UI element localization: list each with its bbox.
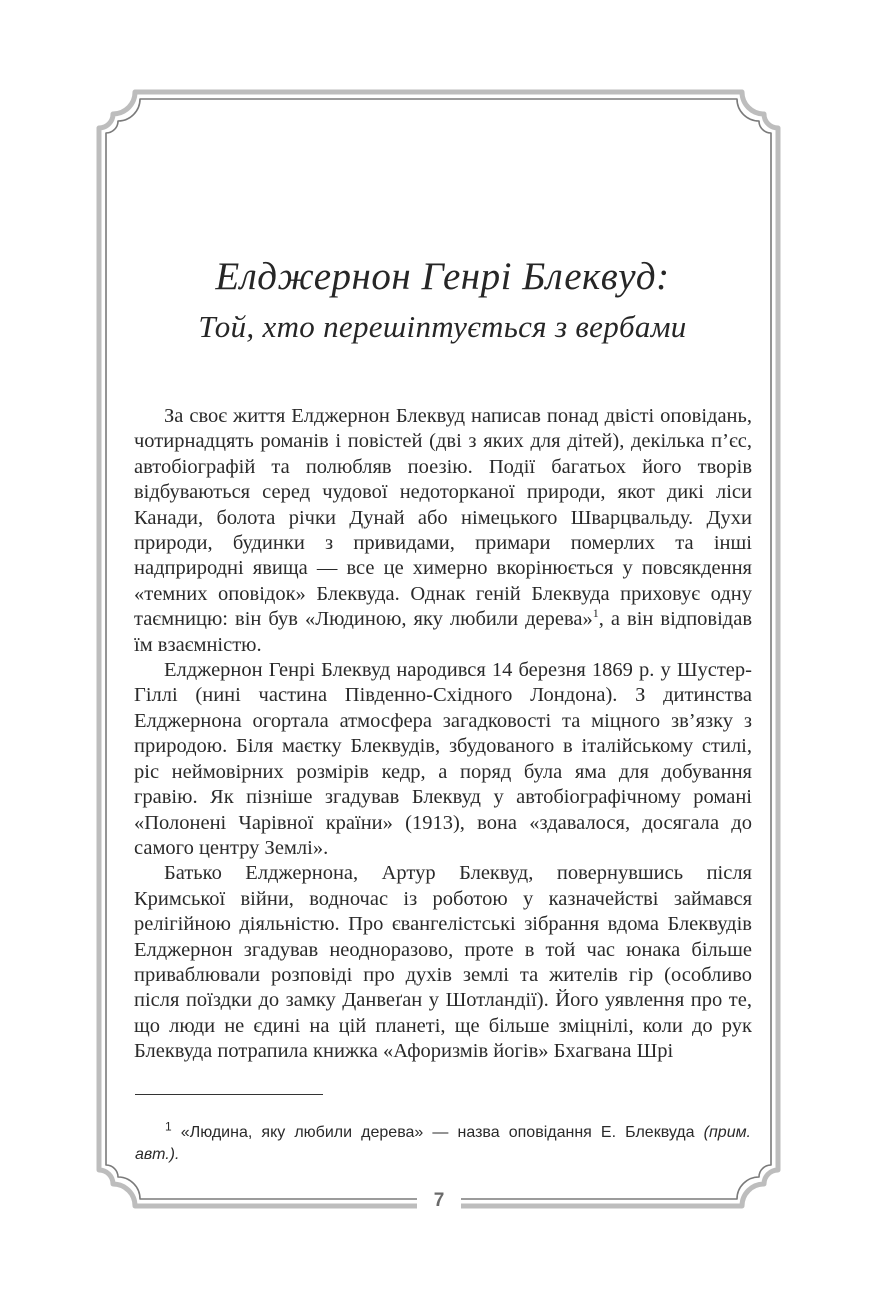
footnote-reference: 1 [592, 606, 599, 621]
footnote-mark: 1 [165, 1119, 172, 1134]
footnote-note: (прим. авт.). [135, 1124, 751, 1163]
footnote-text: «Людина, яку любили дерева» — назва оповідання Е. Блеквуда [180, 1124, 695, 1141]
footnote [135, 1119, 751, 1166]
chapter-title-line-1: Елджернон Генрі Блеквуд: [215, 255, 670, 298]
page-number: 7 [417, 1190, 461, 1212]
paragraph-1 [134, 404, 752, 658]
paragraph-3: Батько Елджернона, Артур Блеквуд, повернувшись після Кримської війни, водночас із роботою у казначействі займався релігійною діяльністю. Про євангелістські зібрання вдома Блеквудів Елджернон згадував неодноразово, проте в той час юнака більше приваблювали розповіді про духів землі та жителів гір (особливо після поїздки до замку Данвеґан у Шотландії). Його уявлення про те, що люди не єдині на цій планеті, ще більше зміцнілі, коли до рук Блеквуда потрапила книжка «Афоризмів йогів» Бхагвана Шрі [134, 862, 752, 1063]
paragraph-1-end: , а він відповідав їм взаємністю. [134, 608, 753, 656]
chapter-title-line-2: Той, хто перешіптується з вербами [198, 309, 687, 344]
paragraph-1-text: За своє життя Елджернон Блеквуд написав понад двісті оповідань, чотирнадцять романів і повістей (дві з яких для дітей), декілька п’єс, автобіографій та полюбляв поезію. Події багатьох його творів відбуваються серед чудової недоторканої природи, якот дикі ліси Канади, болота річки Дунай або німецького Шварцвальду. Духи природи, будинки з привидами, примари померлих та інші надприродні явища — все це химерно вкорінюється у повсякдення «темних оповідок» Блеквуда. Однак геній Блеквуда приховує одну таємницю: він був «Людиною, яку любили дерева» [134, 405, 752, 631]
chapter-title [140, 252, 745, 352]
paragraph-2: Елджернон Генрі Блеквуд народився 14 березня 1869 р. у Шустер-Гіллі (нині частина Південно-Східного Лондона). З дитинства Елджернона огортала атмосфера загадковості та міцного зв’язку з природою. Біля маєтку Блеквудів, збудованого в італійському стилі, ріс неймовірних розмірів кедр, а поряд була яма для добування гравію. Як пізніше згадував Блеквуд у автобіографічному романі «Полонені Чарівної країни» (1913), вона «здавалося, досягала до самого центру Землі». [134, 659, 752, 859]
body-text [134, 404, 752, 1065]
footnote-separator [135, 1094, 323, 1095]
